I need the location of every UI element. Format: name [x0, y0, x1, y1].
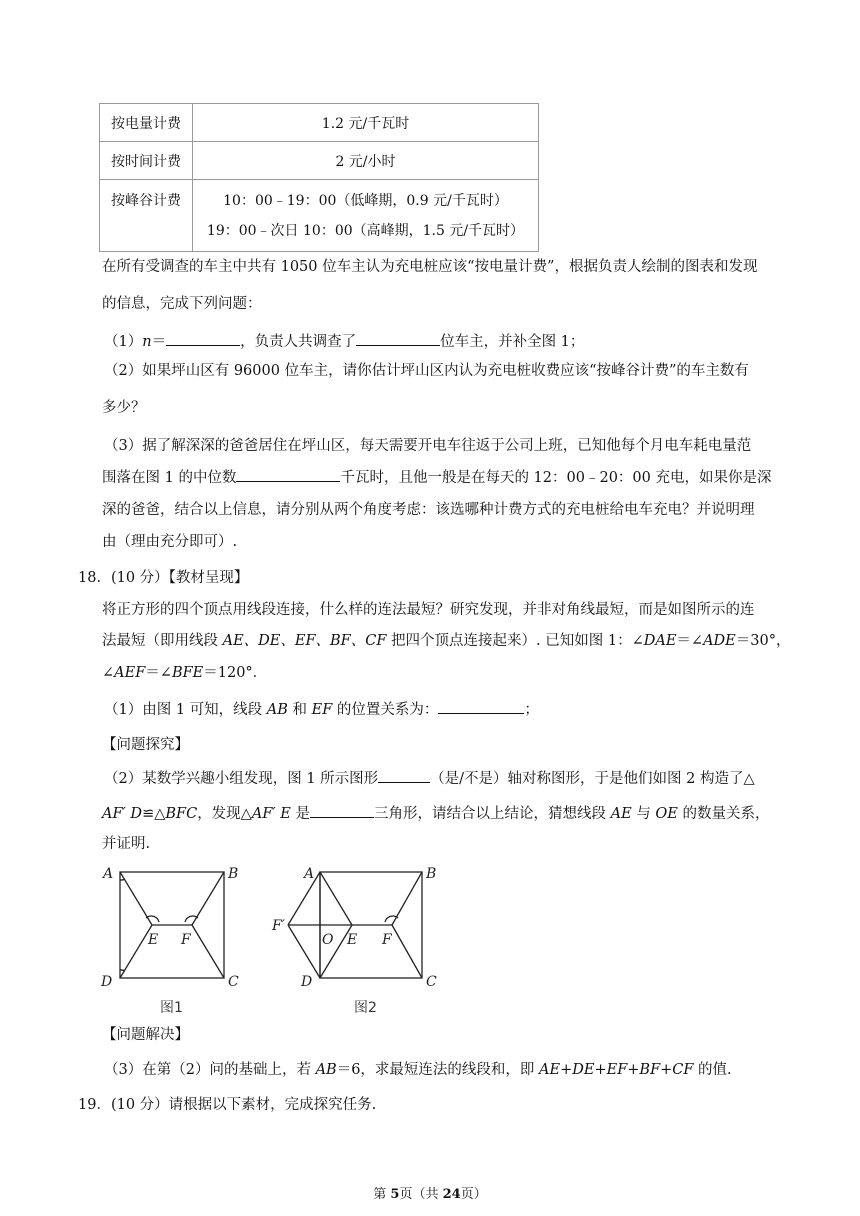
q18-part1: [104, 699, 539, 719]
angle-mark-a: [120, 879, 125, 880]
total-pages: 24: [442, 1187, 461, 1202]
var-triangle: AF′ E: [251, 806, 291, 822]
var-ab: AB: [315, 1062, 337, 1078]
table-cell-key: 按峰谷计费: [100, 180, 193, 252]
q18-part2-line-2: [102, 803, 769, 823]
table-row: [100, 104, 539, 142]
text: 与: [631, 806, 656, 822]
var-oe: OE: [655, 806, 678, 822]
var-ab: AB: [266, 702, 288, 718]
text: ，负责人共调查了: [240, 334, 357, 350]
label-b: B: [426, 866, 437, 882]
q18-part2-line-1: [104, 768, 755, 788]
q17-part3-line-1: （3）据了解深深的爸爸居住在坪山区，每天需要开电车往返于公司上班，已知他每个月电车耗电量范: [104, 438, 752, 454]
figure-1-caption: 图1: [160, 1000, 183, 1016]
page-number: 5: [390, 1187, 400, 1202]
text: ；: [524, 702, 539, 718]
q18-part3: [104, 1060, 732, 1080]
table-cell-key: 按时间计费: [100, 142, 193, 180]
q17-part2-line-2: 多少？: [102, 400, 146, 416]
q17-intro-line-2: 的信息，完成下列问题：: [102, 296, 262, 312]
text: （3）在第（2）问的基础上，若: [104, 1062, 316, 1078]
peak-valley-line-1: 10：00﹣19：00（低峰期，0.9 元/千瓦时）: [223, 192, 508, 209]
text: ＝∠: [145, 665, 172, 681]
q17-part3-line-4: 由（理由充分即可）.: [102, 534, 238, 550]
label-f: F: [382, 932, 392, 948]
text: （2）某数学兴趣小组发现，图 1 所示图形: [104, 771, 379, 787]
text: ＝6，求最短连法的线段和，即: [336, 1062, 540, 1078]
q17-intro-line-1: 在所有受调查的车主中共有 1050 位车主认为充电桩应该“按电量计费”，根据负责人绘制的图表和发现: [102, 259, 758, 275]
label-c: C: [426, 974, 437, 990]
label-f-prime: F′: [272, 918, 285, 934]
answer-blank: [166, 331, 240, 346]
table-cell-value: [193, 180, 539, 252]
text: 页（共: [399, 1187, 443, 1202]
label-d: D: [301, 974, 313, 990]
text: ＝120°．: [203, 665, 268, 681]
text: 的数量关系，: [677, 806, 770, 822]
text: ∠: [102, 665, 115, 681]
table-cell-key: 按电量计费: [100, 104, 193, 142]
figure-2: [268, 860, 448, 1020]
label-a: A: [304, 866, 315, 882]
segment-cf: [192, 925, 224, 978]
text: （是/不是）轴对称图形，于是他们如图 2 构造了△: [430, 771, 755, 787]
var-ef: EF: [311, 702, 333, 718]
answer-blank: [356, 331, 440, 346]
answer-blank: [236, 467, 340, 482]
q17-part3-line-3: 深的爸爸，结合以上信息，请分别从两个角度考虑：该选哪种计费方式的充电桩给电车充电？并说明理: [102, 502, 755, 518]
text: （1）由图 1 可知，线段: [104, 702, 267, 718]
segment-cf: [392, 925, 422, 978]
var-segments: AE、DE、EF、BF、CF: [222, 633, 387, 649]
label-o: O: [322, 932, 334, 948]
q18-line-1: 将正方形的四个顶点用线段连接，什么样的连法最短？研究发现，并非对角线最短，而是如图所示的连: [102, 602, 755, 618]
section-problem-exploration: 【问题探究】: [102, 737, 189, 753]
text: 千瓦时，且他一般是在每天的 12：00﹣20：00 充电，如果你是深: [340, 470, 772, 486]
var-angle: DAE: [643, 633, 677, 649]
text: 的值.: [693, 1062, 732, 1078]
var-n: n: [142, 334, 152, 350]
var-sum: AE+DE+EF+BF+CF: [539, 1062, 694, 1078]
table-row: [100, 180, 539, 252]
text: 三角形，请结合以上结论，猜想线段: [373, 806, 611, 822]
label-e: E: [347, 932, 358, 948]
text: 和: [287, 702, 312, 718]
var-triangle: BFC: [165, 806, 198, 822]
table-cell-value: 2 元/小时: [193, 142, 539, 180]
var-ae: AE: [610, 806, 632, 822]
answer-blank: [438, 699, 524, 714]
text: 围落在图 1 的中位数: [102, 470, 237, 486]
peak-valley-line-2: 19：00﹣次日 10：00（高峰期，1.5 元/千瓦时）: [206, 222, 525, 239]
label-e: E: [148, 932, 159, 948]
answer-blank: [378, 768, 430, 783]
var-angle: AEF: [114, 665, 146, 681]
page-footer: [0, 1183, 860, 1202]
label-b: B: [228, 866, 239, 882]
q19-heading: 19．(10 分）请根据以下素材，完成探究任务.: [78, 1097, 377, 1113]
q18-heading: 18．(10 分）【教材呈现】: [78, 570, 249, 586]
text: 把四个顶点连接起来）. 已知如图 1：∠: [386, 633, 644, 649]
segment-ae: [320, 872, 352, 925]
q17-part1: [104, 331, 584, 351]
text: ＝∠: [676, 633, 704, 649]
table-cell-value: 1.2 元/千瓦时: [193, 104, 539, 142]
text: 位车主，并补全图 1；: [440, 334, 585, 350]
text: ≌△: [142, 806, 166, 822]
text: 的位置关系为：: [332, 702, 439, 718]
q18-line-3: [102, 663, 267, 683]
label-a: A: [103, 866, 114, 882]
text: 法最短（即用线段: [102, 633, 223, 649]
text: ，发现△: [197, 806, 252, 822]
q18-line-2: [102, 631, 790, 651]
angle-mark-d: [120, 970, 125, 971]
q17-part2-line-1: （2）如果坪山区有 96000 位车主，请你估计坪山区内认为充电桩收费应该“按峰谷计费”的车主数有: [104, 363, 749, 379]
text: ＝: [151, 334, 167, 350]
label-f: F: [181, 932, 191, 948]
var-angle: BFE: [171, 665, 204, 681]
section-problem-solving: 【问题解决】: [102, 1027, 189, 1043]
text: （1）: [104, 334, 143, 350]
label-c: C: [228, 974, 239, 990]
fee-table: [99, 103, 539, 252]
var-triangle: AF′ D: [102, 806, 143, 822]
table-row: [100, 142, 539, 180]
text: 页）: [460, 1187, 487, 1202]
answer-blank: [310, 803, 374, 818]
text: 第: [373, 1187, 391, 1202]
q18-part2-line-3: 并证明.: [102, 836, 151, 852]
label-d: D: [101, 974, 113, 990]
figure-2-caption: 图2: [354, 1000, 377, 1016]
q17-part3-line-2: [102, 467, 771, 487]
segment-df-prime: [288, 925, 320, 978]
text: ＝30°，: [735, 633, 791, 649]
text: 是: [290, 806, 310, 822]
var-angle: ADE: [703, 633, 736, 649]
figure-1: [95, 860, 255, 1020]
